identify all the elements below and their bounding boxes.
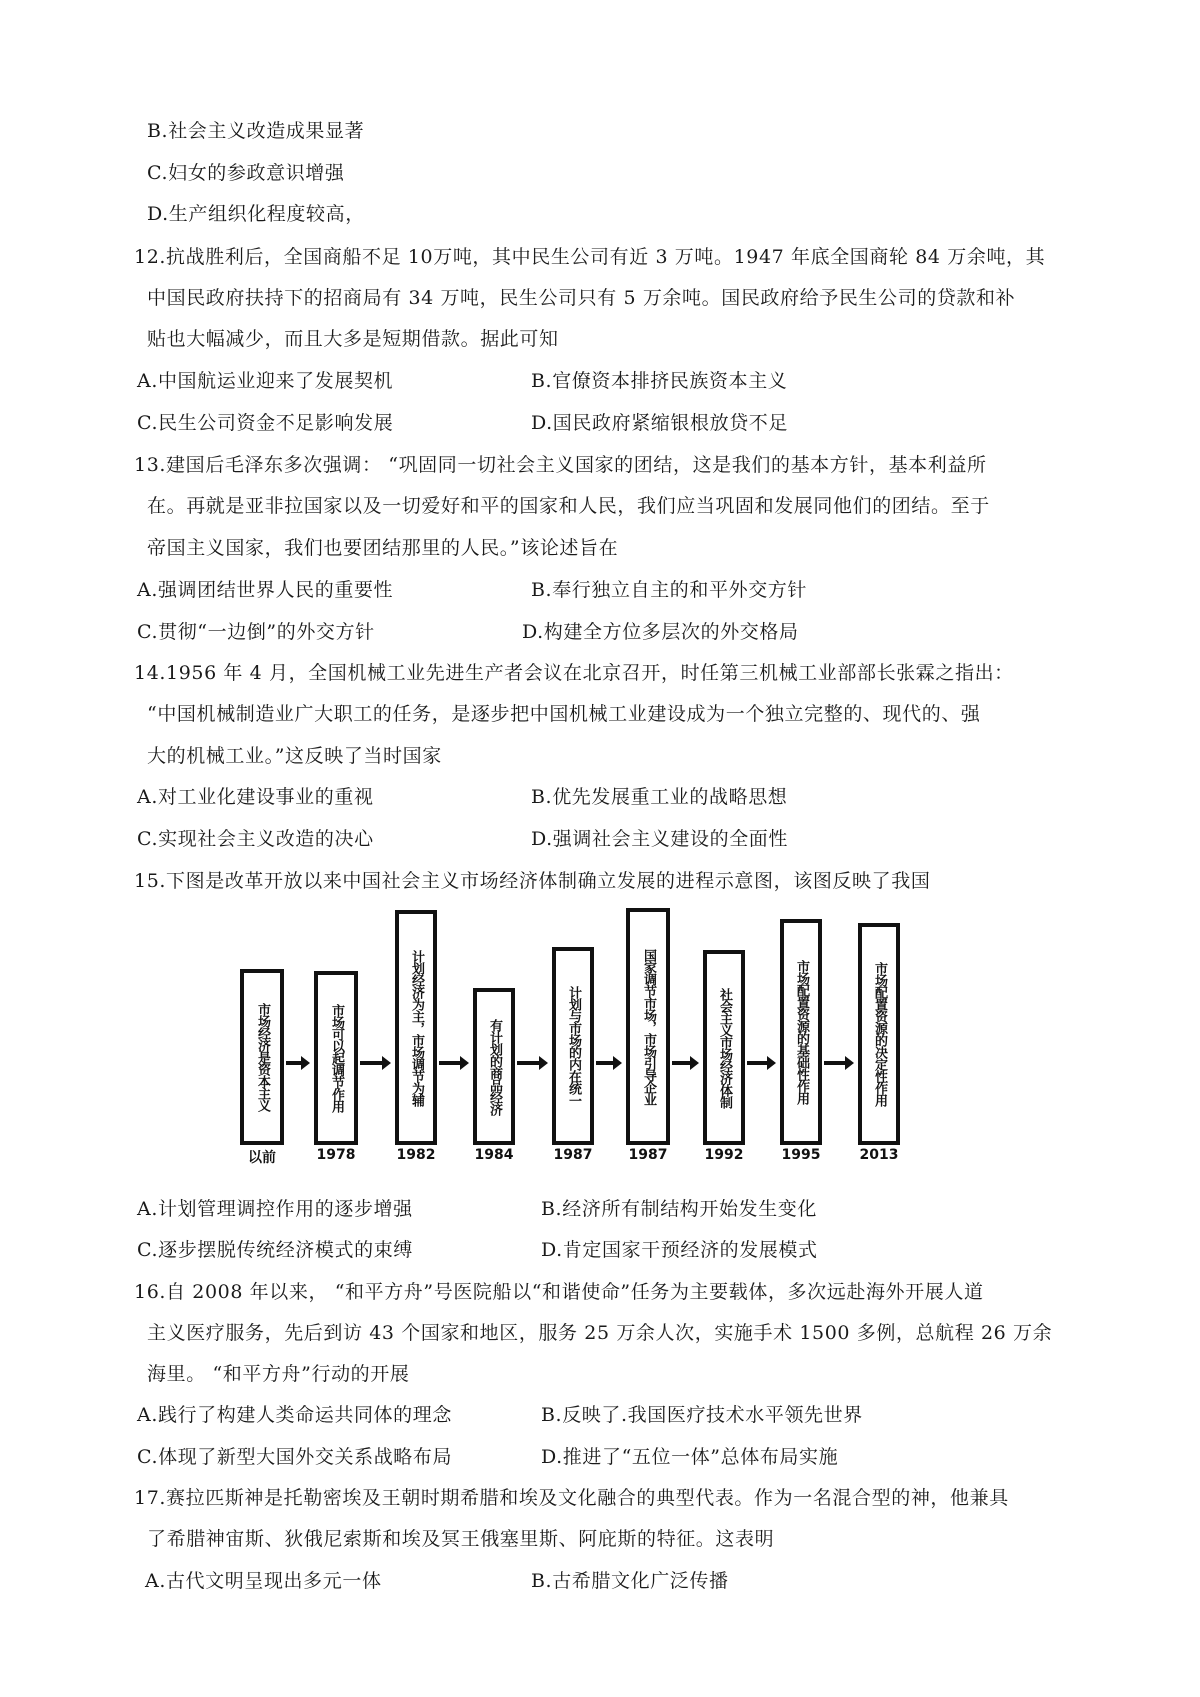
diagram-arrow-head: [382, 1056, 391, 1070]
q14-stem-line-2: “中国机械制造业广大职工的任务，是逐步把中国机械工业建设成为一个独立完整的、现代的、强: [147, 703, 981, 725]
q13-option-c: C.贯彻“一边倒”的外交方针: [137, 621, 375, 643]
q12-stem-line-3: 贴也大幅减少，而且大多是短期借款。据此可知: [147, 328, 559, 350]
q15-stem-line-1: 15.下图是改革开放以来中国社会主义市场经济体制确立发展的进程示意图，该图反映了我国: [134, 870, 931, 892]
q11-option-c: C.妇女的参政意识增强: [147, 162, 345, 184]
diagram-stage-year: 1978: [316, 1147, 356, 1163]
diagram-arrow-head: [301, 1056, 310, 1070]
diagram-stage-year: 1992: [704, 1147, 744, 1163]
q15-option-c: C.逐步摆脱传统经济模式的束缚: [137, 1239, 413, 1261]
q12-stem-line-2: 中国民政府扶持下的招商局有 34 万吨，民生公司只有 5 万余吨。国民政府给予民生公司的贷款和补: [147, 287, 1016, 309]
q14-option-c: C.实现社会主义改造的决心: [137, 828, 374, 850]
diagram-stage-box: [395, 910, 437, 1145]
diagram-stage-box: [780, 919, 822, 1145]
diagram-arrow-head: [845, 1056, 854, 1070]
q13-option-b: B.奉行独立自主的和平外交方针: [531, 579, 808, 601]
diagram-stage-year: 1987: [628, 1147, 668, 1163]
q14-option-b: B.优先发展重工业的战略思想: [531, 786, 788, 808]
diagram-stage-year: 以前: [248, 1150, 276, 1166]
q17-stem-line-2: 了希腊神宙斯、狄俄尼索斯和埃及冥王俄塞里斯、阿庇斯的特征。这表明: [147, 1528, 775, 1550]
q12-option-a: A.中国航运业迎来了发展契机: [137, 370, 394, 392]
q17-option-a: A.古代文明呈现出多元一体: [145, 1570, 382, 1592]
diagram-stage-text: 有计划的商品经济: [487, 1018, 502, 1115]
q14-stem-line-3: 大的机械工业。”这反映了当时国家: [147, 745, 442, 767]
diagram-stage-year: 1984: [474, 1147, 514, 1163]
market-economy-progress-diagram: [228, 905, 928, 1175]
q14-stem-line-1: 14.1956 年 4 月，全国机械工业先进生产者会议在北京召开，时任第三机械工业部部长张霖之指出：: [134, 662, 1014, 684]
diagram-arrow-head: [460, 1056, 469, 1070]
q13-option-d: D.构建全方位多层次的外交格局: [522, 621, 799, 643]
q13-stem-line-2: 在。再就是亚非拉国家以及一切爱好和平的国家和人民，我们应当巩固和发展同他们的团结。至于: [147, 495, 990, 517]
q15-option-b: B.经济所有制结构开始发生变化: [541, 1198, 818, 1220]
q11-option-d: D.生产组织化程度较高，: [147, 203, 365, 225]
diagram-stage-year: 1987: [553, 1147, 593, 1163]
diagram-stage-text: 计划经济为主，市场调节为辅: [409, 949, 424, 1106]
diagram-stage-year: 2013: [859, 1147, 899, 1163]
diagram-stage-text: 市场可以起调节作用: [329, 1004, 344, 1112]
diagram-stage-box: [703, 950, 745, 1145]
q12-option-c: C.民生公司资金不足影响发展: [137, 412, 394, 434]
diagram-arrow-head: [767, 1056, 776, 1070]
diagram-arrow-head: [539, 1056, 548, 1070]
q17-option-b: B.古希腊文化广泛传播: [531, 1570, 729, 1592]
q12-stem-line-1: 12.抗战胜利后，全国商船不足 10万吨，其中民生公司有近 3 万吨。1947 年底全国商轮 84 万余吨，其: [134, 246, 1046, 268]
q16-option-a: A.践行了构建人类命运共同体的理念: [137, 1404, 452, 1426]
diagram-arrow-head: [690, 1056, 699, 1070]
q13-option-a: A.强调团结世界人民的重要性: [137, 579, 394, 601]
diagram-stage-box: [858, 923, 900, 1145]
diagram-stage-box: [626, 908, 670, 1145]
q16-option-d: D.推进了“五位一体”总体布局实施: [541, 1446, 839, 1468]
diagram-stage-year: 1995: [781, 1147, 821, 1163]
q15-option-a: A.计划管理调控作用的逐步增强: [137, 1198, 413, 1220]
diagram-stage-text: 社会主义市场经济体制: [717, 987, 732, 1108]
diagram-stage-box: [314, 971, 358, 1145]
diagram-stage-text: 市场经济是资本主义: [255, 1003, 270, 1111]
q13-stem-line-1: 13.建国后毛泽东多次强调： “巩固同一切社会主义国家的团结，这是我们的基本方针，基本利益所: [134, 454, 987, 476]
q16-stem-line-1: 16.自 2008 年以来， “和平方舟”号医院船以“和谐使命”任务为主要载体，多次远赴海外开展人道: [134, 1281, 984, 1303]
diagram-stage-year: 1982: [396, 1147, 436, 1163]
q11-option-b: B.社会主义改造成果显著: [147, 120, 365, 142]
q13-stem-line-3: 帝国主义国家，我们也要团结那里的人民。”该论述旨在: [147, 537, 619, 559]
q16-stem-line-2: 主义医疗服务，先后到访 43 个国家和地区，服务 25 万余人次，实施手术 1500 多例，总航程 26 万余: [147, 1322, 1053, 1344]
diagram-stage-text: 市场配置资源的决定性作用: [872, 962, 887, 1106]
q12-option-d: D.国民政府紧缩银根放贷不足: [531, 412, 788, 434]
q14-option-a: A.对工业化建设事业的重视: [137, 786, 374, 808]
q15-option-d: D.肯定国家干预经济的发展模式: [541, 1239, 818, 1261]
q16-option-c: C.体现了新型大国外交关系战略布局: [137, 1446, 453, 1468]
diagram-stage-text: 市场配置资源的基础性作用: [794, 960, 809, 1104]
diagram-stage-box: [473, 988, 515, 1145]
q17-stem-line-1: 17.赛拉匹斯神是托勒密埃及王朝时期希腊和埃及文化融合的典型代表。作为一名混合型的神，他兼具: [134, 1487, 1009, 1509]
q14-option-d: D.强调社会主义建设的全面性: [531, 828, 788, 850]
q16-stem-line-3: 海里。 “和平方舟”行动的开展: [147, 1363, 410, 1385]
diagram-arrow-head: [613, 1056, 622, 1070]
diagram-stage-box: [240, 969, 284, 1145]
diagram-stage-text: 国家调节市场，市场引导企业: [641, 948, 656, 1105]
q12-option-b: B.官僚资本排挤民族资本主义: [531, 370, 788, 392]
diagram-stage-text: 计划与市场的内在统一: [566, 986, 581, 1106]
q16-option-b: B.反映了.我国医疗技术水平领先世界: [541, 1404, 863, 1426]
diagram-stage-box: [552, 947, 594, 1145]
